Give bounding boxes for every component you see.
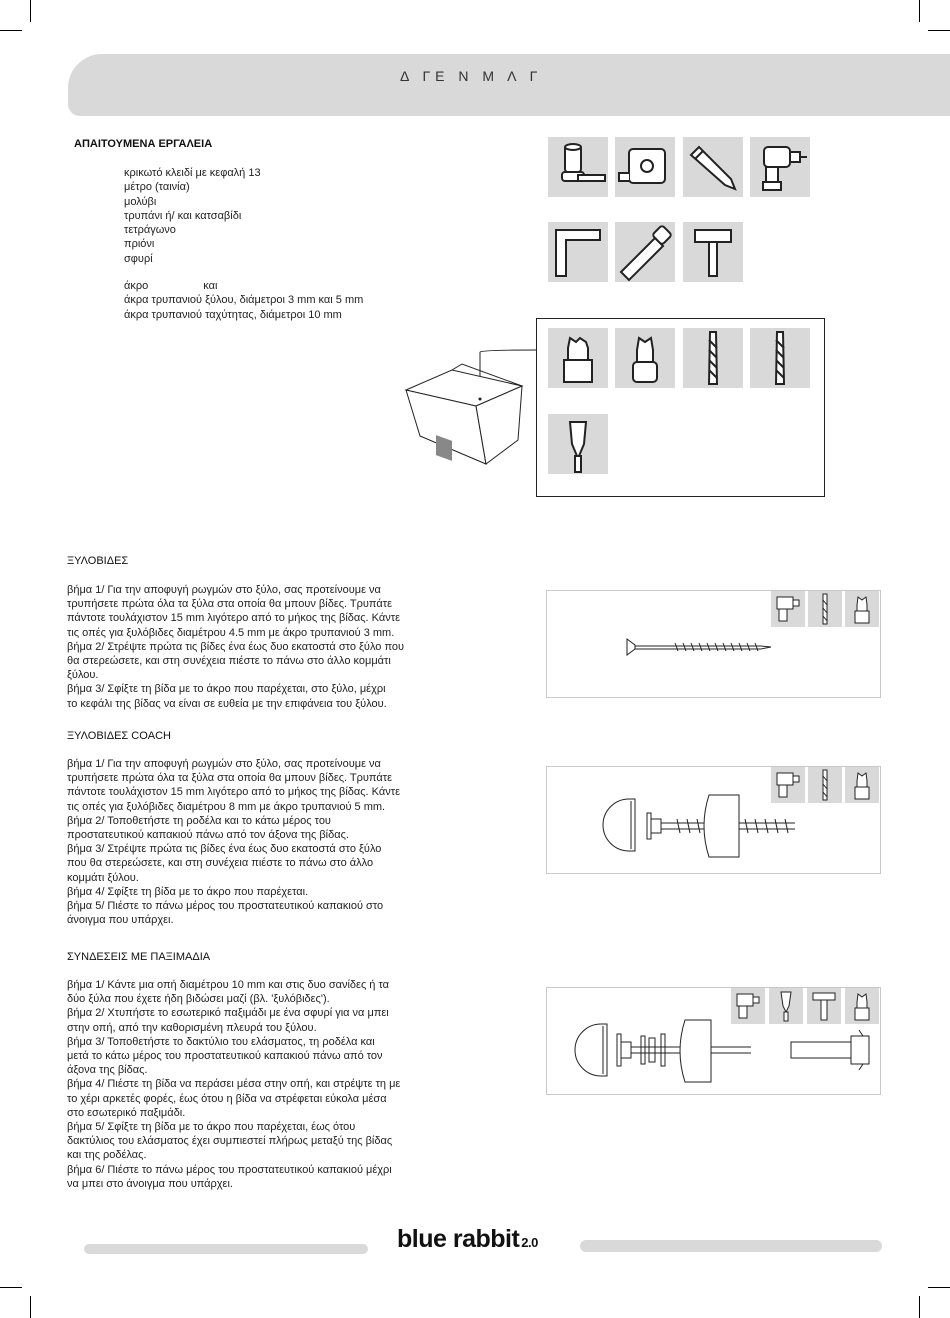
socket-wrench-icon xyxy=(548,137,608,197)
page-title: Δ ΓΕ Ν Μ Λ Γ xyxy=(400,68,543,84)
crop-mark xyxy=(30,0,31,22)
section-text: βήμα 1/ Για την αποφυγή ρωγμών στο ξύλο, σας προτείνουμε να τρυπήσετε πρώτα όλα τα ξύλα στα οποία θα μπουν βίδες. Τρυπάτε πάντοτε τουλάχιστον 15 mm λιγότερο από το μήκος της βίδας. Κάντε τις οπές για ξυλόβιδες διαμέτρου 4.5 mm με άκρο τρυπανιού 3 mm. βήμα 2/ Στρέψτε πρώτα τις βίδες ένα έως δυο εκατοστά στο ξύλο που θα στερεώσετε, και στη συνέχεια πιέστε το πάνω στο άλλο κομμάτι ξύλου. βήμα 3/ Σφίξτε τη βίδα με το άκρο που παρέχεται, στο ξύλο, μέχρι το κεφάλι της βίδας να είναι σε ευθεία με την επιφάνεια του ξύλου. xyxy=(67,584,405,710)
screw-figure xyxy=(546,590,881,698)
list-item: κρικωτό κλειδί με κεφαλή 13 xyxy=(124,167,261,179)
crop-mark xyxy=(0,30,22,31)
saw-icon xyxy=(615,222,675,282)
tools-list xyxy=(124,166,261,266)
drill-icon xyxy=(750,137,810,197)
section-heading: ΞΥΛΟΒΙΔΕΣ COACH xyxy=(67,730,172,742)
box-illustration xyxy=(400,340,540,470)
list-item: άκρα τρυπανιού ξύλου, διάμετροι 3 mm και 5 mm xyxy=(124,294,364,307)
wood-screw-drawing xyxy=(625,635,775,659)
section-text: βήμα 1/ Για την αποφυγή ρωγμών στο ξύλο, σας προτείνουμε να τρυπήσετε πρώτα όλα τα ξύλα στα οποία θα μπουν βίδες. Τρυπάτε πάντοτε τουλάχιστον 15 mm λιγότερο από το μήκος της βίδας. Κάντε τις οπές για ξυλόβιδες διαμέτρου 8 mm με άκρο τρυπανιού 5 mm. βήμα 2/ Τοποθετήστε τη ροδέλα και το κάτω μέρος του προστατευτικού καπακιού πάνω από τον άξονα της βίδας. βήμα 3/ Στρέψτε πρώτα τις βίδες ένα έως δυο εκατοστά στο ξύλο που θα στερεώσετε, και στη συνέχεια πιέστε το πάνω στο άλλο κομμάτι ξύλου. βήμα 4/ Σφίξτε τη βίδα με το άκρο που παρέχεται. βήμα 5/ Πιέστε το πάνω μέρος του προστατευτικού καπακιού στο άνοιγμα που υπάρχει. xyxy=(67,758,400,927)
list-item: τετράγωνο xyxy=(124,224,176,237)
list-item: σφυρί xyxy=(124,252,153,265)
coach-screw-drawing xyxy=(599,789,799,865)
crop-mark xyxy=(0,1287,22,1288)
wood-drill-bit-icon xyxy=(750,328,810,388)
tape-measure-icon xyxy=(615,137,675,197)
square-icon xyxy=(548,222,608,282)
hammer-icon xyxy=(683,222,743,282)
list-item: μολύβι xyxy=(124,195,157,208)
section-heading: ΣΥΝΔΕΣΕΙΣ ΜΕ ΠΑΞΙΜΑΔΙΑ xyxy=(67,951,211,963)
wood-drill-bit-icon xyxy=(808,591,842,627)
torx-bit-icon xyxy=(548,328,608,388)
crop-mark xyxy=(919,1296,920,1318)
bolt-nut-drawing xyxy=(571,1014,875,1090)
nut-connection-figure xyxy=(546,987,881,1095)
footer-bar-left xyxy=(84,1244,368,1254)
bits-list xyxy=(124,279,363,322)
wood-drill-bit-icon xyxy=(808,767,842,803)
section-text: βήμα 1/ Κάντε μια οπή διαμέτρου 10 mm και στις δυο σανίδες ή τα δύο ξύλα που έχετε ήδη βιδώσει μαζί (βλ. 'ξυλόβιδες'). βήμα 2/ Χτυπήστε το εσωτερικό παξιμάδι με ένα σφυρί για να μπει στην οπή, από την καθορισμένη πλευρά του ξύλου. βήμα 3/ Τοποθετήστε το δακτύλιο του ελάσματος, τη ροδέλα και μετά το κάτω μέρος του προστατευτικού καπακιού πάνω από τον άξονα της βίδας. βήμα 4/ Πιέστε τη βίδα να περάσει μέσα στην οπή, και στρέψτε τη με το χέρι αρκετές φορές, έως ότου η βίδα να στρέφεται εύκολα μέσα στο εσωτερικό παξιμάδι. βήμα 5/ Σφίξτε τη βίδα με το άκρο που παρέχεται, έως ότου δακτύλιος του ελάσματος έχει συμπιεστεί πλήρως μεταξύ της βίδας και της ροδέλας. βήμα 6/ Πιέστε το πάνω μέρος του προστατευτικού καπακιού μέχρι να μπει στο άνοιγμα που υπάρχει. xyxy=(67,979,401,1190)
pencil-icon xyxy=(683,137,743,197)
torx-bit-icon xyxy=(845,767,879,803)
torx-bit-icon xyxy=(845,591,879,627)
tools-heading: ΑΠΑΙΤΟΥΜΕΝΑ ΕΡΓΑΛΕΙΑ xyxy=(74,138,213,150)
header-banner xyxy=(68,54,950,116)
list-item: πριόνι xyxy=(124,238,155,251)
brand-name: blue rabbit xyxy=(397,1225,520,1253)
brand-version: 2.0 xyxy=(521,1235,538,1250)
coach-screw-figure xyxy=(546,766,881,874)
drill-icon xyxy=(771,591,805,627)
list-item: άκρα τρυπανιού ταχύτητας, διάμετροι 10 mm xyxy=(124,308,342,321)
crop-mark xyxy=(928,1287,950,1288)
wood-drill-bit-icon xyxy=(683,328,743,388)
section-heading: ΞΥΛΟΒΙΔΕΣ xyxy=(67,555,129,567)
list-item: άκρο και xyxy=(124,280,218,292)
crop-mark xyxy=(919,0,920,22)
torx-bit-icon xyxy=(615,328,675,388)
crop-mark xyxy=(928,30,950,31)
spade-bit-icon xyxy=(548,414,608,474)
brand-logo xyxy=(397,1225,538,1254)
footer-bar-right xyxy=(580,1240,882,1252)
crop-mark xyxy=(30,1296,31,1318)
list-item: τρυπάνι ή/ και κατσαβίδι xyxy=(124,209,242,222)
list-item: μέτρο (ταινία) xyxy=(124,181,190,194)
